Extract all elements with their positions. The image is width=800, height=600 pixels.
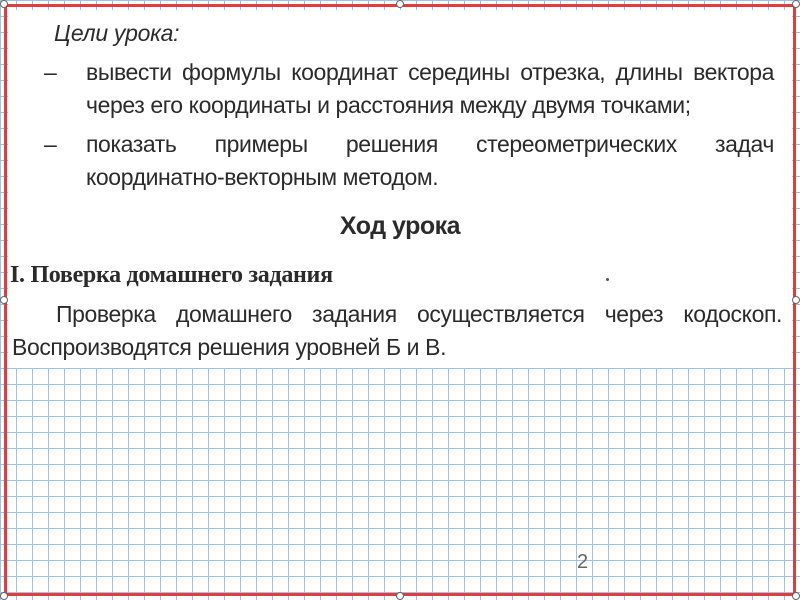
goal-item <box>44 56 774 122</box>
goal-bullet: – <box>44 59 57 85</box>
resize-handle-bottom-right[interactable] <box>792 592 800 600</box>
text-panel <box>8 10 792 368</box>
goal-text: вывести формулы координат середины отрезка, длины вектора через его координаты и расстояния между двумя точками; <box>86 59 774 118</box>
stray-dot <box>606 278 609 281</box>
resize-handle-top[interactable] <box>396 0 404 8</box>
lesson-heading: Ход урока <box>339 212 461 240</box>
goal-text: показать примеры решения стереометрических задач координатно-векторным методом. <box>86 131 774 190</box>
resize-handle-left[interactable] <box>0 296 8 304</box>
section-heading: I. Поверка домашнего задания <box>10 262 333 288</box>
goal-bullet: – <box>44 131 57 157</box>
resize-handle-right[interactable] <box>792 296 800 304</box>
resize-handle-bottom[interactable] <box>396 592 404 600</box>
goals-title: Цели урока: <box>54 20 180 46</box>
goal-item <box>44 128 774 194</box>
section-body: Проверка домашнего задания осуществляется через кодоскоп. Воспроизводятся решения уровней Б и В. <box>12 301 782 360</box>
resize-handle-bottom-left[interactable] <box>0 592 8 600</box>
resize-handle-top-left[interactable] <box>0 0 8 8</box>
resize-handle-top-right[interactable] <box>792 0 800 8</box>
slide-number: 2 <box>577 551 589 573</box>
